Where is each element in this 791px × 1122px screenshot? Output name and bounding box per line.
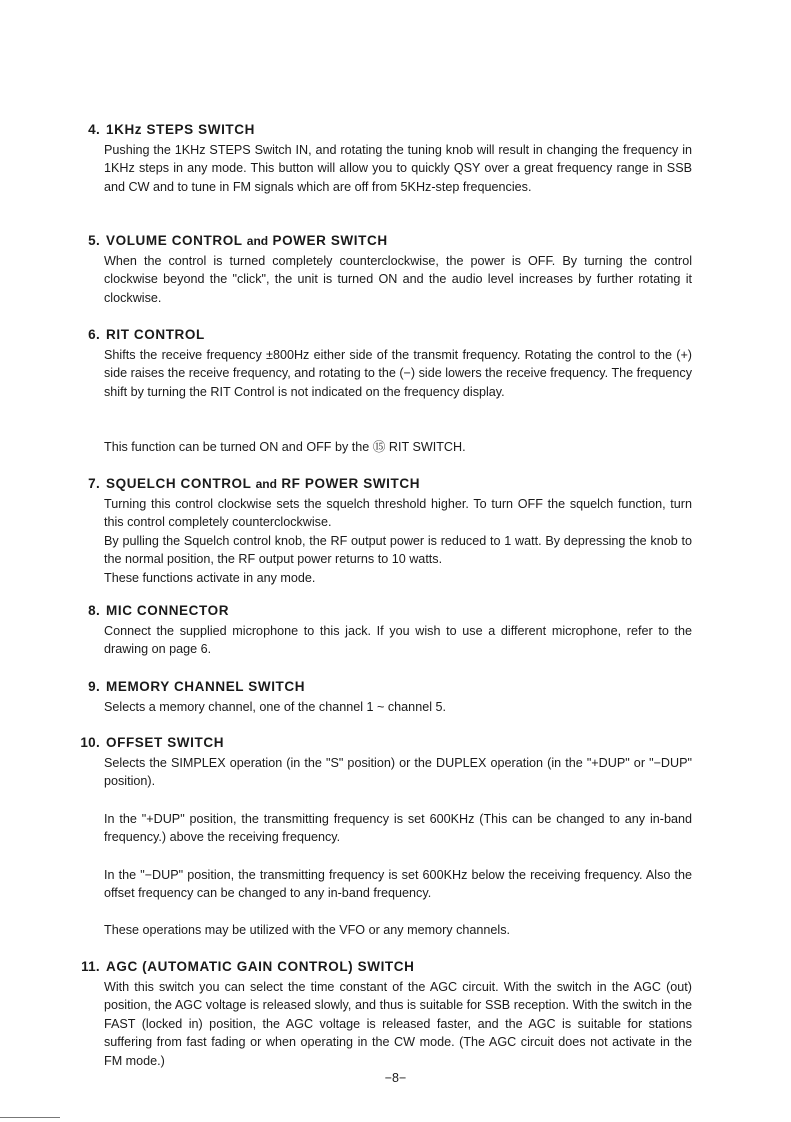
section-body: [104, 754, 692, 791]
section-number: 7.: [88, 476, 100, 491]
section-heading: MEMORY CHANNEL SWITCH: [106, 679, 306, 694]
paragraph: Pushing the 1KHz STEPS Switch IN, and rotating the tuning knob will result in changing the frequency in 1KHz steps in any mode. This button will allow you to quickly QSY over a great frequency range in SSB and CW and to tune in FM signals which are off from 5KHz-step frequencies.: [104, 143, 692, 194]
page-number: −8−: [384, 1071, 407, 1085]
paragraph: Selects the SIMPLEX operation (in the "S" position) or the DUPLEX operation (in the "+DUP" or "−DUP" position).: [104, 756, 692, 789]
heading-part: VOLUME CONTROL: [106, 233, 243, 248]
section-body: [104, 978, 692, 1070]
section-number: 9.: [88, 679, 100, 694]
paragraph: With this switch you can select the time constant of the AGC circuit. With the switch in the AGC (out) position, the AGC voltage is released slowly, and thus is suitable for SSB reception. With the switch in the FAST (locked in) position, the AGC voltage is released faster, and the AGC is suitable for stations suffering from fast fading or when operating in the CW mode. (The AGC circuit does not activate in the FM mode.): [104, 980, 692, 1068]
section-body: [104, 252, 692, 307]
section-body: [104, 141, 692, 196]
section-number: 5.: [88, 233, 100, 248]
section-heading: [106, 475, 420, 493]
section-body: [104, 438, 692, 456]
heading-part: RF POWER SWITCH: [281, 476, 421, 491]
heading-part: POWER SWITCH: [272, 233, 388, 248]
paragraph: This function can be turned ON and OFF by the ⑮ RIT SWITCH.: [104, 440, 466, 454]
heading-and: and: [246, 234, 269, 248]
paragraph: By pulling the Squelch control knob, the RF output power is reduced to 1 watt. By depressing the knob to the normal position, the RF output power returns to 10 watts.: [104, 533, 692, 567]
section-heading: OFFSET SWITCH: [106, 735, 225, 750]
section-body: [104, 346, 692, 401]
section-number: 11.: [81, 959, 100, 974]
paragraph: Turning this control clockwise sets the squelch threshold higher. To turn OFF the squelch function, turn this control completely counterclockwise.: [104, 497, 692, 530]
section-number: 10.: [80, 735, 100, 750]
heading-and: and: [255, 477, 277, 491]
paragraph: In the "−DUP" position, the transmitting frequency is set 600KHz below the receiving frequency. Also the offset frequency can be changed to any in-band frequency.: [104, 868, 692, 901]
paragraph: Shifts the receive frequency ±800Hz either side of the transmit frequency. Rotating the control to the (+) side raises the receive frequency, and rotating to the (−) side lowers the receive frequency. The frequency shift by turning the RIT Control is not indicated on the frequency display.: [104, 348, 692, 399]
paragraph: Connect the supplied microphone to this jack. If you wish to use a different microphone, refer to the drawing on page 6.: [104, 624, 692, 657]
page-edge-line: [0, 1117, 60, 1118]
section-body: [104, 698, 692, 716]
paragraph: Selects a memory channel, one of the channel 1 ~ channel 5.: [104, 700, 446, 714]
paragraph: In the "+DUP" position, the transmitting frequency is set 600KHz (This can be changed to any in-band frequency.) above the receiving frequency.: [104, 812, 692, 845]
section-number: 4.: [88, 122, 100, 137]
section-body: [104, 866, 692, 903]
paragraph: When the control is turned completely counterclockwise, the power is OFF. By turning the control clockwise beyond the "click", the unit is turned ON and the audio level increases by further rotating it clockwise.: [104, 254, 692, 305]
section-heading: [106, 232, 388, 250]
section-heading: 1KHz STEPS SWITCH: [106, 122, 255, 137]
section-number: 8.: [88, 603, 100, 618]
paragraph: These operations may be utilized with the VFO or any memory channels.: [104, 923, 510, 937]
section-number: 6.: [88, 327, 100, 342]
section-body: [104, 810, 692, 847]
section-heading: MIC CONNECTOR: [106, 603, 230, 618]
section-heading: RIT CONTROL: [106, 327, 205, 342]
heading-part: SQUELCH CONTROL: [106, 476, 252, 491]
section-body: [104, 921, 692, 939]
section-heading: AGC (AUTOMATIC GAIN CONTROL) SWITCH: [106, 959, 415, 974]
section-body: [104, 495, 692, 587]
paragraph: These functions activate in any mode.: [104, 570, 316, 585]
section-body: [104, 622, 692, 659]
